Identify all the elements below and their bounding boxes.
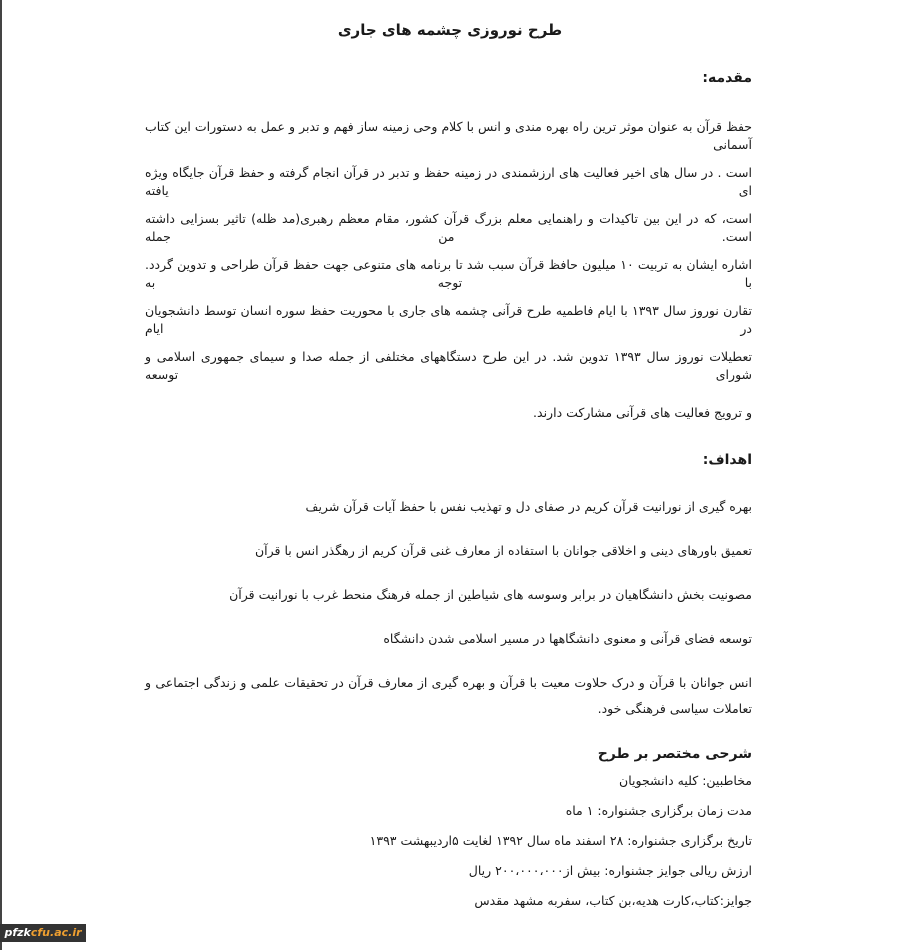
document-body (145, 68, 752, 950)
summary-list (145, 772, 752, 910)
watermark-part1: pfzk (4, 926, 31, 939)
goal-item: مصونیت بخش دانشگاهیان در برابر وسوسه های شیاطین از جمله فرهنگ منحط غرب با نورانیت قرآن (229, 587, 752, 602)
watermark (0, 924, 86, 942)
summary-item: مخاطبین: کلیه دانشجویان (619, 773, 752, 788)
summary-item: تاریخ برگزاری جشنواره: ۲۸ اسفند ماه سال ۱۳۹۲ لغایت ۵اردیبهشت ۱۳۹۳ (369, 833, 752, 848)
goal-item: تعمیق باورهای دینی و اخلاقی جوانان با استفاده از معارف غنی قرآن کریم از رهگذر انس با قرآن (254, 543, 752, 558)
page-title: طرح نوروزی چشمه های جاری (337, 21, 563, 39)
intro-line: اشاره ایشان به تربیت ۱۰ میلیون حافظ قرآن سبب شد تا برنامه های متنوعی جهت حفظ قرآن طراحی و تدوین گردد. با توجه به (145, 257, 752, 290)
intro-line: تعطیلات نوروز سال ۱۳۹۳ تدوین شد. در این طرح دستگاههای مختلفی از جمله صدا و سیمای جمهوری اسلامی و شورای توسعه (145, 349, 753, 382)
goal-item: توسعه فضای قرآنی و معنوی دانشگاهها در مسیر اسلامی شدن دانشگاه (383, 631, 752, 646)
goals-heading: اهداف: (702, 452, 752, 468)
goal-item-continued: تعاملات سیاسی فرهنگی خود. (597, 701, 752, 716)
summary-item: مدت زمان برگزاری جشنواره: ۱ ماه (565, 803, 752, 818)
summary-item: جوایز:کتاب،کارت هدیه،بن کتاب، سفربه مشهد مقدس (474, 893, 752, 908)
summary-heading: شرحی مختصر بر طرح (597, 746, 752, 762)
intro-line: است . در سال های اخیر فعالیت های ارزشمندی در زمینه حفظ و تدبر در قرآن انجام گرفته و حفظ قرآن جایگاه ویژه ای یافته (145, 165, 752, 198)
intro-heading: مقدمه: (702, 70, 752, 86)
intro-paragraph (145, 118, 752, 422)
summary-item: ارزش ریالی جوایز جشنواره: بیش از۲۰۰،۰۰۰،۰۰۰ ریال (468, 863, 752, 878)
watermark-part2: cfu.ac.ir (30, 926, 82, 939)
goals-list (145, 498, 752, 718)
intro-line: است، که در این بین تاکیدات و راهنمایی معلم بزرگ قرآن کشور، مقام معظم رهبری(مد ظله) تاثیر بسزایی داشته است. من جمله (145, 211, 752, 244)
intro-line: تقارن نوروز سال ۱۳۹۳ با ایام فاطمیه طرح قرآنی چشمه های جاری با محوریت حفظ سوره انسان توسط دانشجویان در ایام (145, 303, 752, 336)
intro-line: و ترویج فعالیت های قرآنی مشارکت دارند. (533, 405, 752, 420)
goal-item: انس جوانان با قرآن و درک حلاوت معیت با قرآن و بهره گیری از معارف قرآن در تحقیقات علمی و زندگی اجتماعی و (145, 675, 752, 690)
goal-item: بهره گیری از نورانیت قرآن کریم در صفای دل و تهذیب نفس با حفظ آیات قرآن شریف (305, 499, 752, 514)
intro-line: حفظ قرآن به عنوان موثر ترین راه بهره مندی و انس با کلام وحی زمینه ساز فهم و تدبر و عمل به دستورات این کتاب آسمانی (145, 119, 752, 152)
page-edge (0, 0, 2, 950)
